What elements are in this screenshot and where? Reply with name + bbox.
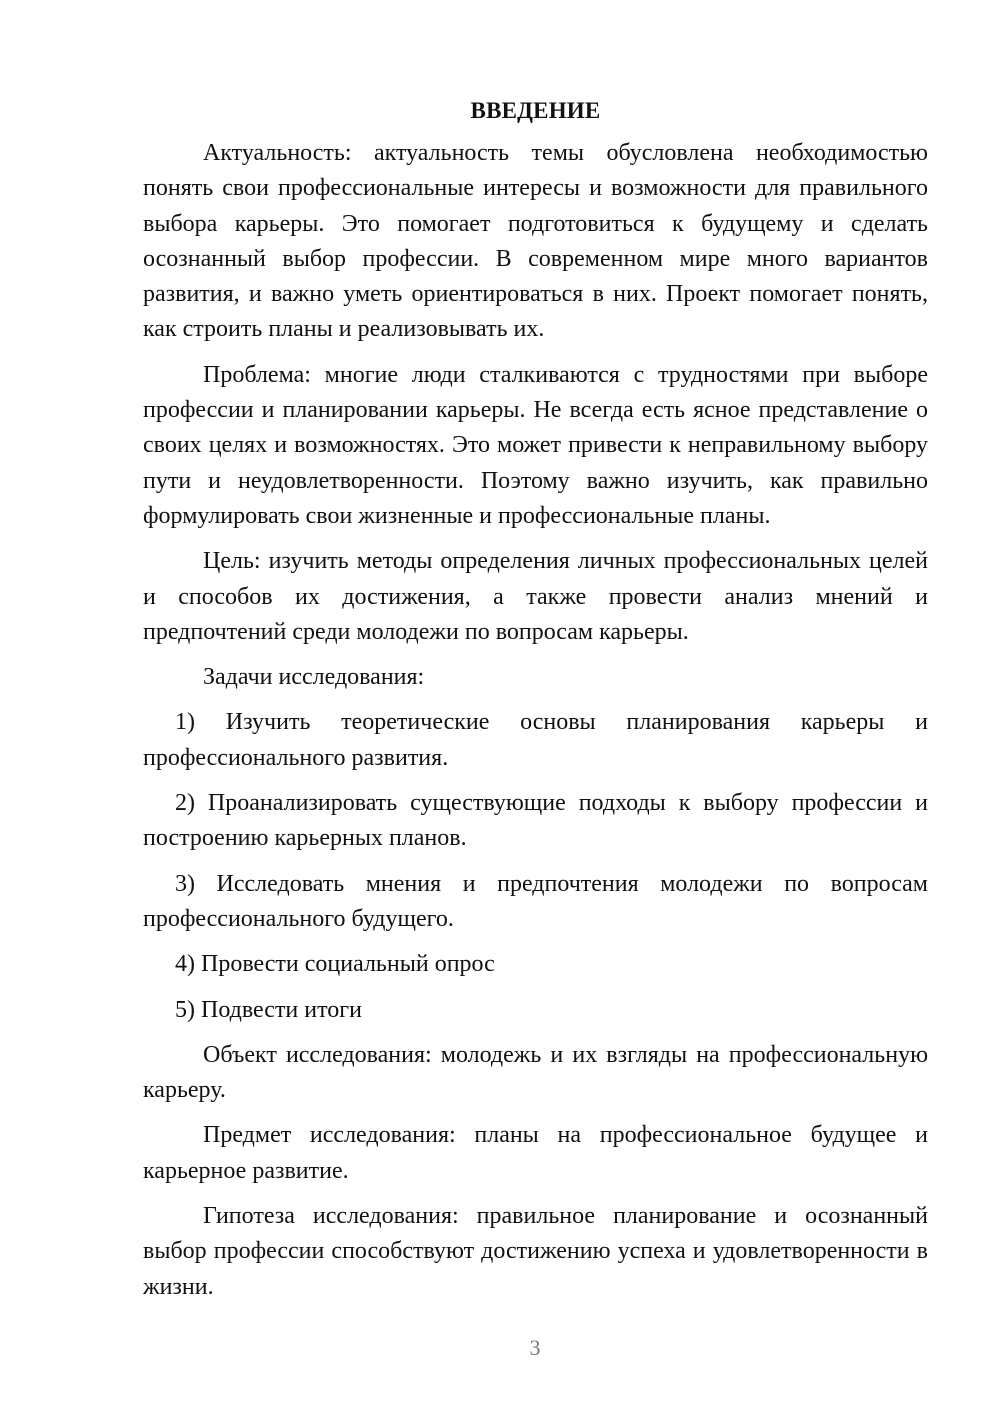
tasks-heading: Задачи исследования: xyxy=(203,664,425,691)
paragraph-object: Объект исследования: молодежь и их взгляды на профессиональную карьеру. xyxy=(143,1041,928,1104)
paragraph-problem: Проблема: многие люди сталкиваются с трудностями при выборе профессии и планировании карьеры. Не всегда есть ясное представление о своих целях и возможностях. Это может привести к неправильному выбору пути и неудовлетворенности. Поэтому важно изучить, как правильно формулировать свои жизненные и профессиональные планы. xyxy=(143,361,928,529)
page-title: ВВЕДЕНИЕ xyxy=(470,98,601,123)
task-item-5: 5) Подвести итоги xyxy=(175,996,362,1023)
paragraph-hypothesis: Гипотеза исследования: правильное планирование и осознанный выбор профессии способствуют достижению успеха и удовлетворенности в жизни. xyxy=(143,1203,928,1300)
task-item-3: 3) Исследовать мнения и предпочтения молодежи по вопросам профессионального будущего. xyxy=(143,870,928,932)
paragraph-goal: Цель: изучить методы определения личных профессиональных целей и способов их достижения, а также провести анализ мнений и предпочтений среди молодежи по вопросам карьеры. xyxy=(143,548,928,645)
task-item-4: 4) Провести социальный опрос xyxy=(175,951,495,978)
page-number: 3 xyxy=(529,1335,541,1360)
paragraph-subject: Предмет исследования: планы на профессиональное будущее и карьерное развитие. xyxy=(143,1122,928,1184)
task-item-2: 2) Проанализировать существующие подходы к выбору профессии и построению карьерных планов. xyxy=(143,790,928,852)
paragraph-relevance: Актуальность: актуальность темы обусловлена необходимостью понять свои профессиональные интересы и возможности для правильного выбора карьеры. Это помогает подготовиться к будущему и сделать осознанный выбор профессии. В современном мире много вариантов развития, и важно уметь ориентироваться в них. Проект помогает понять, как строить планы и реализовывать их. xyxy=(143,140,928,343)
task-item-1: 1) Изучить теоретические основы планирования карьеры и профессионального развития. xyxy=(143,709,928,771)
document-body xyxy=(143,96,928,1305)
